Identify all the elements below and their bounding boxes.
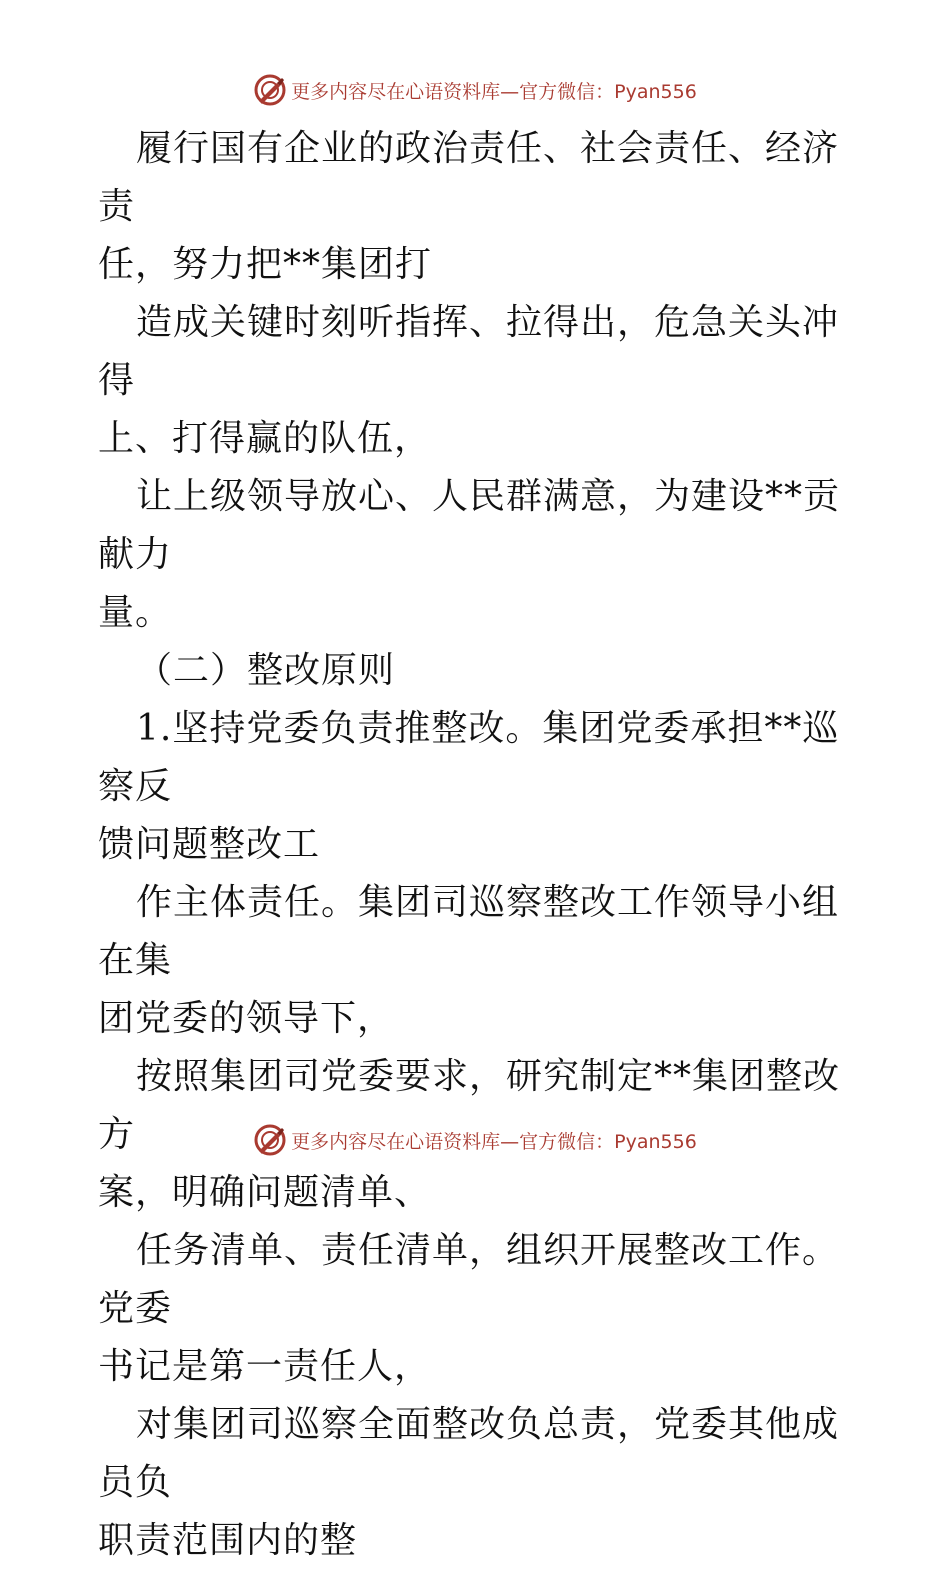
text-line: 作主体责任。集团司巡察整改工作领导小组在集 (98, 882, 840, 981)
paragraph (98, 700, 858, 874)
paragraph (98, 294, 858, 468)
watermark-text: 更多内容尽在心语资料库—官方微信：Pyan556 (291, 80, 697, 103)
text-line: 1.坚持党委负责推整改。集团党委承担**巡察反 (98, 708, 840, 807)
text-line: 履行国有企业的政治责任、社会责任、经济责 (98, 128, 840, 227)
pen-logo-icon (253, 1123, 287, 1157)
paragraph (98, 874, 858, 1048)
footer-watermark (0, 1120, 950, 1160)
text-line: 团党委的领导下， (98, 998, 395, 1039)
text-line: 量。 (98, 592, 173, 633)
text-line: 职责范围内的整 (98, 1520, 358, 1561)
paragraph (98, 120, 858, 294)
paragraph (98, 1222, 858, 1396)
text-line: 书记是第一责任人， (98, 1346, 432, 1387)
paragraph (98, 1396, 858, 1570)
text-line: 造成关键时刻听指挥、拉得出，危急关头冲得 (98, 302, 840, 401)
text-line: 对集团司巡察全面整改负总责，党委其他成员负 (98, 1404, 840, 1503)
text-line: 任务清单、责任清单，组织开展整改工作。党委 (98, 1230, 840, 1329)
text-line: 按照集团司党委要求，研究制定**集团整改方 (98, 1056, 841, 1155)
text-line: 案，明确问题清单、 (98, 1172, 432, 1213)
text-line: 让上级领导放心、人民群满意，为建设**贡献力 (98, 476, 841, 575)
text-line: 馈问题整改工 (98, 824, 321, 865)
paragraph (98, 468, 858, 642)
section-heading (98, 642, 858, 700)
pen-logo-icon (253, 73, 287, 107)
text-line: 上、打得赢的队伍， (98, 418, 432, 459)
text-line: 任，努力把**集团打 (98, 244, 433, 285)
document-body (98, 120, 858, 1570)
watermark-text: 更多内容尽在心语资料库—官方微信：Pyan556 (291, 1130, 697, 1153)
header-watermark (0, 70, 950, 110)
text-line: （二）整改原则 (136, 650, 396, 691)
